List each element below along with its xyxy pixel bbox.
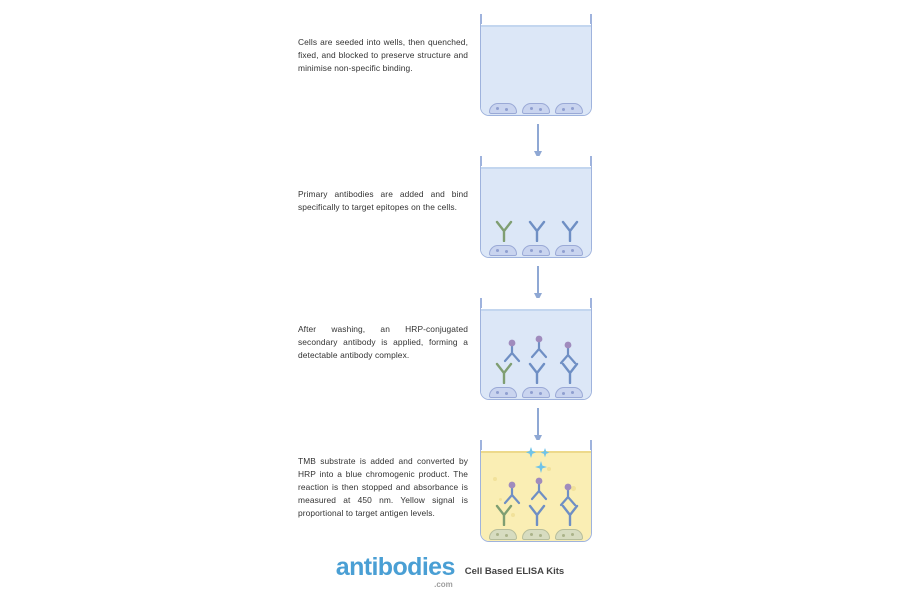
tmb-product-icon [533, 460, 549, 481]
primary-antibody [493, 360, 515, 384]
primary-antibody [559, 218, 581, 242]
hrp-secondary-antibody [501, 481, 523, 505]
step-3-well [480, 298, 592, 400]
hrp-secondary-antibody [528, 335, 550, 359]
primary-antibody [493, 502, 515, 526]
step-1-text: Cells are seeded into wells, then quenched, fixed, and blocked to preserve structure and minimise non-specific binding. [298, 37, 468, 74]
brand-suffix: .com [434, 580, 453, 589]
footer-caption: Cell Based ELISA Kits [464, 566, 565, 577]
step-2-text: Primary antibodies are added and bind specifically to target epitopes on the cells. [298, 189, 468, 213]
arrow-1-to-2 [537, 124, 539, 152]
hrp-secondary-antibody [557, 341, 579, 365]
arrow-3-to-4 [537, 408, 539, 436]
step-2-well [480, 156, 592, 258]
footer [0, 553, 900, 589]
hrp-secondary-antibody [557, 483, 579, 507]
primary-antibody [526, 218, 548, 242]
step-4-well [480, 440, 592, 542]
brand-logo [335, 553, 455, 589]
primary-antibody [526, 502, 548, 526]
cell-monolayer [481, 97, 591, 115]
arrow-2-to-3 [537, 266, 539, 294]
well-liquid-surface [481, 25, 591, 27]
step-1-well [480, 14, 592, 116]
hrp-secondary-antibody [501, 339, 523, 363]
step-4-text: TMB substrate is added and converted by HRP into a blue chromogenic product. The reaction is then stopped and absorbance is measured at 450 nm. Yellow signal is proportional to target antigen levels. [298, 456, 468, 519]
primary-antibody [526, 360, 548, 384]
brand-name: antibodies [335, 553, 455, 581]
primary-antibody [493, 218, 515, 242]
step-3-text: After washing, an HRP-conjugated secondary antibody is applied, forming a detectable antibody complex. [298, 324, 468, 361]
